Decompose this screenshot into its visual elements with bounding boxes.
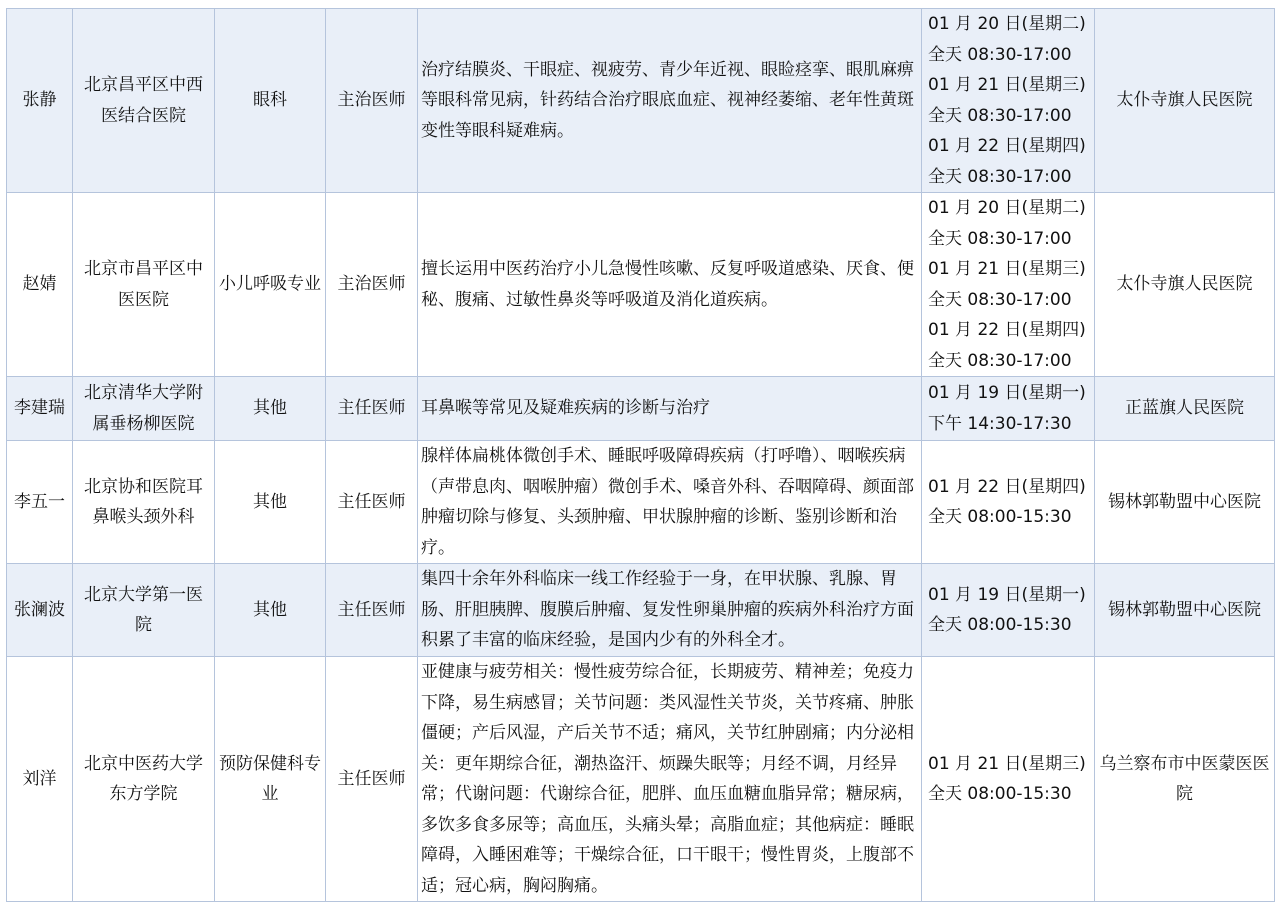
job-title: 主任医师 [326, 377, 418, 441]
table-row [7, 377, 1275, 441]
table-row [7, 193, 1275, 377]
department: 其他 [215, 377, 326, 441]
table-row [7, 657, 1275, 902]
specialty-description: 擅长运用中医药治疗小儿急慢性咳嗽、反复呼吸道感染、厌食、便秘、腹痛、过敏性鼻炎等呼吸道及消化道疾病。 [418, 193, 922, 377]
schedule-cell [922, 9, 1095, 193]
origin-hospital: 北京昌平区中西医结合医院 [73, 9, 215, 193]
origin-hospital: 北京清华大学附属垂杨柳医院 [73, 377, 215, 441]
schedule-line: 01 月 20 日(星期二) [928, 14, 1086, 34]
origin-hospital: 北京中医药大学东方学院 [73, 657, 215, 902]
job-title: 主治医师 [326, 9, 418, 193]
specialty-description: 亚健康与疲劳相关：慢性疲劳综合征，长期疲劳、精神差；免疫力下降，易生病感冒；关节问题：类风湿性关节炎，关节疼痛、肿胀僵硬；产后风湿，产后关节不适；痛风，关节红肿剧痛；内分泌相关：更年期综合征，潮热盗汗、烦躁失眠等；月经不调，月经异常；代谢问题：代谢综合征，肥胖、血压血糖血脂异常；糖尿病，多饮多食多尿等；高血压，头痛头晕；高脂血症；其他病症：睡眠障碍，入睡困难等；干燥综合征，口干眼干；慢性胃炎，上腹部不适；冠心病，胸闷胸痛。 [418, 657, 922, 902]
visit-hospital: 乌兰察布市中医蒙医医院 [1095, 657, 1275, 902]
doctor-name: 李建瑞 [7, 377, 73, 441]
schedule-line: 全天 08:30-17:00 [928, 105, 1072, 126]
department: 其他 [215, 441, 326, 564]
schedule-line: 01 月 22 日(星期四) [928, 320, 1086, 340]
schedule-line: 全天 08:30-17:00 [928, 44, 1072, 65]
schedule-line: 01 月 22 日(星期四) [928, 136, 1086, 156]
department: 其他 [215, 564, 326, 657]
table-row [7, 9, 1275, 193]
schedule-line: 全天 08:30-17:00 [928, 350, 1072, 371]
schedule-line: 全天 08:30-17:00 [928, 289, 1072, 310]
origin-hospital: 北京大学第一医院 [73, 564, 215, 657]
schedule-line: 全天 08:00-15:30 [928, 615, 1072, 635]
visit-hospital: 太仆寺旗人民医院 [1095, 193, 1275, 377]
schedule-line: 全天 08:00-15:30 [928, 784, 1072, 804]
schedule-line: 01 月 21 日(星期三) [928, 75, 1086, 95]
visit-hospital: 太仆寺旗人民医院 [1095, 9, 1275, 193]
specialty-description: 腺样体扁桃体微创手术、睡眠呼吸障碍疾病（打呼噜）、咽喉疾病（声带息肉、咽喉肿瘤）微创手术、嗓音外科、吞咽障碍、颜面部肿瘤切除与修复、头颈肿瘤、甲状腺肿瘤的诊断、鉴别诊断和治疗。 [418, 441, 922, 564]
schedule-cell [922, 564, 1095, 657]
schedule-line: 01 月 20 日(星期二) [928, 198, 1086, 218]
specialty-description: 集四十余年外科临床一线工作经验于一身，在甲状腺、乳腺、胃肠、肝胆胰脾、腹膜后肿瘤、复发性卵巢肿瘤的疾病外科治疗方面积累了丰富的临床经验，是国内少有的外科全才。 [418, 564, 922, 657]
schedule-line: 全天 08:30-17:00 [928, 228, 1072, 249]
job-title: 主任医师 [326, 564, 418, 657]
schedule-line: 01 月 19 日(星期一) [928, 584, 1086, 605]
table-row [7, 564, 1275, 657]
schedule-cell [922, 377, 1095, 441]
doctor-name: 张静 [7, 9, 73, 193]
schedule-line: 01 月 21 日(星期三) [928, 753, 1086, 774]
department: 小儿呼吸专业 [215, 193, 326, 377]
doctor-schedule-table [6, 8, 1275, 902]
schedule-line: 全天 08:00-15:30 [928, 507, 1072, 527]
specialty-description: 耳鼻喉等常见及疑难疾病的诊断与治疗 [418, 377, 922, 441]
schedule-line: 01 月 21 日(星期三) [928, 259, 1086, 279]
doctor-name: 李五一 [7, 441, 73, 564]
table-row [7, 441, 1275, 564]
job-title: 主任医师 [326, 441, 418, 564]
doctor-name: 赵婧 [7, 193, 73, 377]
schedule-line: 下午 14:30-17:30 [928, 413, 1072, 434]
schedule-line: 01 月 19 日(星期一) [928, 383, 1086, 403]
origin-hospital: 北京协和医院耳鼻喉头颈外科 [73, 441, 215, 564]
origin-hospital: 北京市昌平区中医医院 [73, 193, 215, 377]
schedule-cell [922, 441, 1095, 564]
doctor-name: 张澜波 [7, 564, 73, 657]
specialty-description: 治疗结膜炎、干眼症、视疲劳、青少年近视、眼睑痉挛、眼肌麻痹等眼科常见病，针药结合治疗眼底血症、视神经萎缩、老年性黄斑变性等眼科疑难病。 [418, 9, 922, 193]
schedule-line: 01 月 22 日(星期四) [928, 476, 1086, 497]
visit-hospital: 锡林郭勒盟中心医院 [1095, 441, 1275, 564]
schedule-cell [922, 657, 1095, 902]
schedule-cell [922, 193, 1095, 377]
visit-hospital: 锡林郭勒盟中心医院 [1095, 564, 1275, 657]
department: 眼科 [215, 9, 326, 193]
schedule-line: 全天 08:30-17:00 [928, 166, 1072, 187]
visit-hospital: 正蓝旗人民医院 [1095, 377, 1275, 441]
doctor-name: 刘洋 [7, 657, 73, 902]
department: 预防保健科专业 [215, 657, 326, 902]
job-title: 主治医师 [326, 193, 418, 377]
job-title: 主任医师 [326, 657, 418, 902]
